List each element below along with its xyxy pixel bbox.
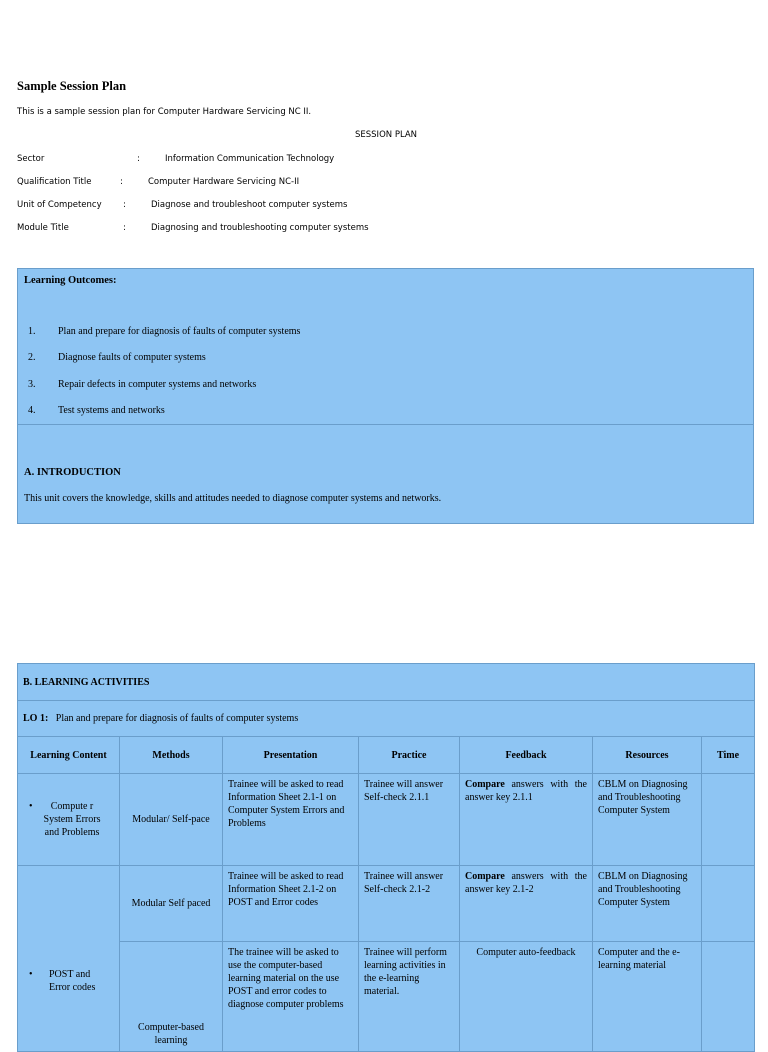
session-plan-heading: SESSION PLAN bbox=[355, 130, 418, 140]
activities-title: B. LEARNING ACTIVITIES bbox=[18, 664, 755, 701]
bullet-icon: • bbox=[29, 801, 33, 812]
introduction-text: This unit covers the knowledge, skills and attitudes needed to diagnose computer systems and networks. bbox=[24, 493, 442, 504]
learning-outcomes-title: Learning Outcomes: bbox=[24, 275, 117, 286]
outcome-number: 4. bbox=[28, 405, 36, 416]
header-methods: Methods bbox=[120, 737, 223, 774]
learning-outcomes-box bbox=[17, 268, 754, 425]
outcome-number: 1. bbox=[28, 326, 36, 337]
feedback-cell bbox=[460, 866, 593, 942]
outcome-item bbox=[28, 326, 300, 337]
introduction-box bbox=[17, 424, 754, 524]
learning-content-text: Compute r System Errors and Problems bbox=[43, 801, 101, 838]
outcome-text: Repair defects in computer systems and networks bbox=[58, 379, 257, 390]
meta-value: Diagnosing and troubleshooting computer systems bbox=[151, 223, 369, 233]
feedback-rest: answers with the answer key 2.1-2 bbox=[465, 871, 587, 895]
outcome-text: Diagnose faults of computer systems bbox=[58, 352, 206, 363]
bullet-icon: • bbox=[29, 968, 33, 980]
outcome-text: Test systems and networks bbox=[58, 405, 165, 416]
meta-value: Diagnose and troubleshoot computer systems bbox=[151, 200, 348, 210]
meta-label: Unit of Competency bbox=[17, 200, 102, 210]
feedback-compare: Compare bbox=[465, 871, 505, 882]
header-presentation: Presentation bbox=[223, 737, 359, 774]
feedback-cell: Computer auto-feedback bbox=[460, 942, 593, 1052]
meta-value: Information Communication Technology bbox=[165, 154, 335, 164]
time-cell bbox=[702, 942, 755, 1052]
header-time: Time bbox=[702, 737, 755, 774]
meta-colon: : bbox=[123, 200, 126, 210]
feedback-rest: answers with the answer key 2.1.1 bbox=[465, 779, 587, 803]
lo-label: LO 1: bbox=[23, 713, 49, 724]
method-cell: Computer-based learning bbox=[120, 942, 223, 1052]
meta-value: Computer Hardware Servicing NC-II bbox=[148, 177, 300, 187]
meta-label: Sector bbox=[17, 154, 45, 164]
header-feedback: Feedback bbox=[460, 737, 593, 774]
meta-colon: : bbox=[137, 154, 140, 164]
outcome-item bbox=[28, 379, 256, 390]
feedback-cell bbox=[460, 774, 593, 866]
resources-cell: CBLM on Diagnosing and Troubleshooting Computer System bbox=[593, 866, 702, 942]
time-cell bbox=[702, 866, 755, 942]
learning-activities-table bbox=[17, 663, 755, 1052]
header-learning-content: Learning Content bbox=[18, 737, 120, 774]
activities-title-row bbox=[18, 664, 755, 701]
outcome-item bbox=[28, 352, 206, 363]
header-practice: Practice bbox=[359, 737, 460, 774]
learning-content-cell bbox=[18, 774, 120, 866]
meta-label: Module Title bbox=[17, 223, 69, 233]
lo-cell bbox=[18, 701, 755, 737]
meta-colon: : bbox=[120, 177, 123, 187]
table-row bbox=[18, 866, 755, 942]
header-resources: Resources bbox=[593, 737, 702, 774]
method-cell: Modular Self paced bbox=[120, 866, 223, 942]
practice-cell: Trainee will answer Self-check 2.1.1 bbox=[359, 774, 460, 866]
table-row bbox=[18, 942, 755, 1052]
outcome-item bbox=[28, 405, 165, 416]
meta-colon: : bbox=[123, 223, 126, 233]
presentation-cell: Trainee will be asked to read Information Sheet 2.1-2 on POST and Error codes bbox=[223, 866, 359, 942]
presentation-cell: Trainee will be asked to read Information Sheet 2.1-1 on Computer System Errors and Problems bbox=[223, 774, 359, 866]
feedback-compare: Compare bbox=[465, 779, 505, 790]
document-intro: This is a sample session plan for Computer Hardware Servicing NC II. bbox=[17, 107, 312, 117]
lo-row bbox=[18, 701, 755, 737]
practice-cell: Trainee will answer Self-check 2.1-2 bbox=[359, 866, 460, 942]
resources-cell: CBLM on Diagnosing and Troubleshooting Computer System bbox=[593, 774, 702, 866]
resources-cell: Computer and the e-learning material bbox=[593, 942, 702, 1052]
table-row bbox=[18, 774, 755, 866]
time-cell bbox=[702, 774, 755, 866]
outcome-number: 3. bbox=[28, 379, 36, 390]
table-header-row bbox=[18, 737, 755, 774]
presentation-cell: The trainee will be asked to use the computer-based learning material on the use POST and error codes to diagnose computer problems bbox=[223, 942, 359, 1052]
meta-label: Qualification Title bbox=[17, 177, 92, 187]
introduction-title: A. INTRODUCTION bbox=[24, 467, 121, 478]
document-title: Sample Session Plan bbox=[17, 79, 127, 93]
outcome-number: 2. bbox=[28, 352, 36, 363]
practice-cell: Trainee will perform learning activities in the e-learning material. bbox=[359, 942, 460, 1052]
lo-text: Plan and prepare for diagnosis of faults of computer systems bbox=[55, 713, 299, 724]
learning-content-text: POST and Error codes bbox=[49, 968, 96, 993]
method-cell: Modular/ Self-pace bbox=[120, 774, 223, 866]
outcome-text: Plan and prepare for diagnosis of faults of computer systems bbox=[58, 326, 301, 337]
